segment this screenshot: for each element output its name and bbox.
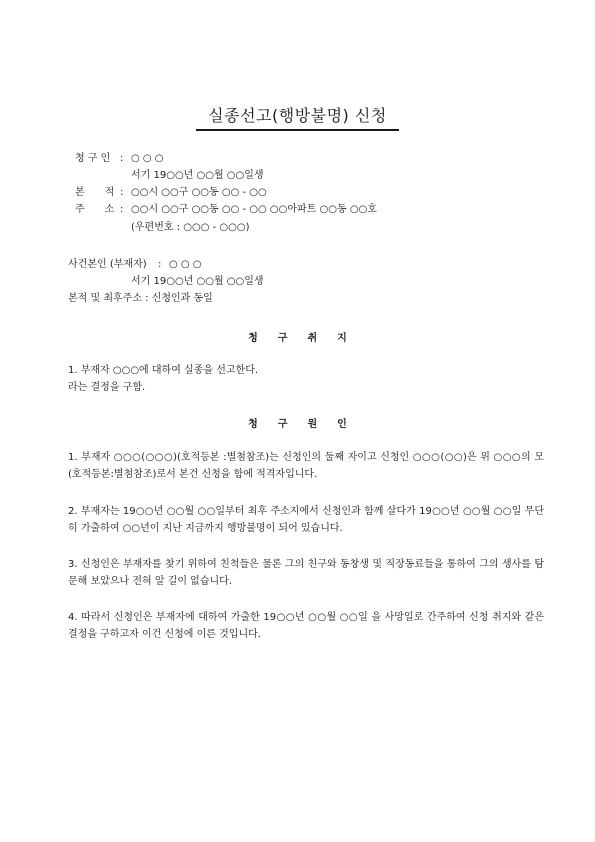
claimant-domicile: ○○시 ○○구 ○○동 ○○ - ○○ xyxy=(131,187,267,198)
cause-paragraph-2: 2. 부재자는 19○○년 ○○월 ○○일부터 최후 주소지에서 신청인과 함께 살다가 19○○년 ○○월 ○○일 무단히 가출하여 ○○년이 지난 지금까지 행방불명이 되어 있습니다. xyxy=(68,506,544,534)
cause-paragraph-3: 3. 신청인은 부재자를 찾기 위하여 친척들은 물론 그의 친구와 동창생 및 직장동료들을 통하여 그의 생사를 탐문해 보았으나 전혀 알 길이 없습니다. xyxy=(68,559,544,587)
document-title: 실종선고(행방불명) 신청 xyxy=(196,103,399,131)
absentee-birth: 서기 19○○년 ○○월 ○○일생 xyxy=(131,276,264,287)
cause-heading: 청 구 원 인 xyxy=(248,419,347,430)
claimant-domicile-label: 본 적 xyxy=(75,187,115,198)
claimant-name-label: 청 구 인 xyxy=(75,153,111,164)
purpose-line: 1. 부재자 ○○○에 대하여 실종을 선고한다. xyxy=(68,365,259,376)
purpose-heading: 청 구 취 지 xyxy=(248,333,347,344)
claimant-address-label: 주 소 xyxy=(75,204,115,215)
absentee-label: 사건본인 (부재자) xyxy=(68,259,147,270)
absentee-domicile-line: 본적 및 최후주소 : 신청인과 동일 xyxy=(68,293,213,304)
absentee-name: ○ ○ ○ xyxy=(169,259,202,270)
claimant-birth: 서기 19○○년 ○○월 ○○일생 xyxy=(131,170,264,181)
separator-colon: : xyxy=(158,259,162,270)
cause-paragraph-1: 1. 부재자 ○○○(○○○)(호적등본 :별첨참조)는 신청인의 둘째 자이고 신청인 ○○○(○○)은 위 ○○○의 모 (호적등본:별첨참조)로서 본건 신청을 함에 적격자입니다. xyxy=(68,452,544,480)
cause-paragraph-4: 4. 따라서 신청인은 부재자에 대하여 가출한 19○○년 ○○월 ○○일 을 사망일로 간주하여 신청 취지와 같은 결정을 구하고자 이건 신청에 이른 것입니다. xyxy=(68,612,544,640)
claimant-name: ○ ○ ○ xyxy=(131,153,164,164)
document-title-wrap xyxy=(0,103,595,131)
separator-colon: : xyxy=(120,187,124,198)
claimant-address: ○○시 ○○구 ○○동 ○○ - ○○ ○○아파트 ○○동 ○○호 xyxy=(131,204,377,215)
separator-colon: : xyxy=(120,153,124,164)
separator-colon: : xyxy=(120,204,124,215)
claimant-postal: (우편번호 : ○○○ - ○○○) xyxy=(131,222,250,233)
purpose-line: 라는 결정을 구함. xyxy=(68,382,146,393)
